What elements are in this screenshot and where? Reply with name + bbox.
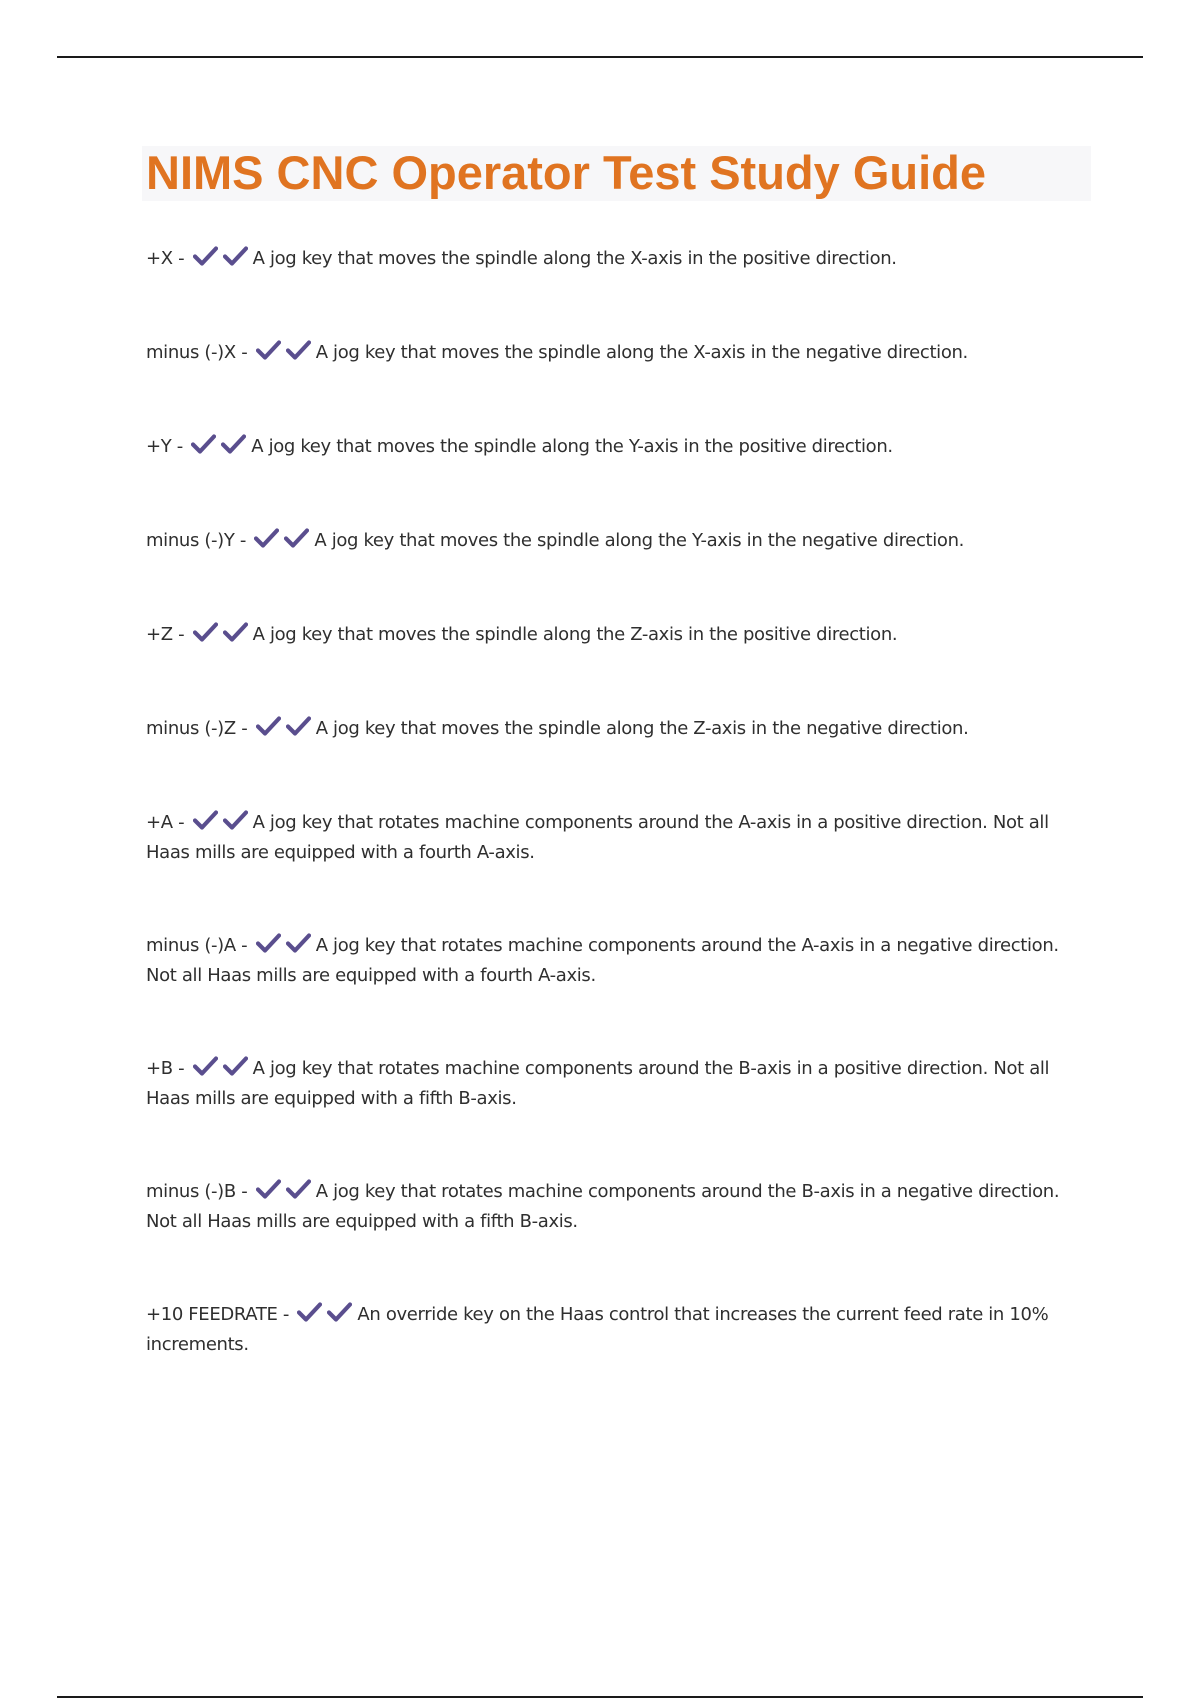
check-icon — [223, 246, 248, 266]
list-item — [146, 1177, 1086, 1237]
entry-term: minus (-)Z — [146, 718, 236, 739]
check-icon — [223, 622, 248, 642]
entry-separator: - — [171, 436, 189, 457]
check-icon — [191, 434, 216, 454]
entry-definition: A jog key that moves the spindle along the Z-axis in the negative direction. — [315, 718, 969, 739]
check-icon — [286, 1179, 311, 1199]
check-icon — [286, 716, 311, 736]
check-icon — [327, 1302, 352, 1322]
entry-separator: - — [277, 1304, 295, 1325]
check-icon — [256, 1179, 281, 1199]
bottom-rule — [57, 1696, 1143, 1698]
check-icon — [221, 434, 246, 454]
entry-term: minus (-)A — [146, 935, 236, 956]
entry-definition: A jog key that moves the spindle along the Y-axis in the positive direction. — [251, 436, 893, 457]
entry-term: +Y — [146, 436, 172, 457]
entry-term: +X — [146, 248, 173, 269]
check-icon — [193, 622, 218, 642]
entry-definition: A jog key that moves the spindle along the Z-axis in the positive direction. — [252, 624, 898, 645]
entry-separator: - — [235, 718, 253, 739]
entry-separator: - — [235, 1181, 253, 1202]
list-item — [146, 620, 1086, 650]
entry-term: minus (-)Y — [146, 530, 235, 551]
entry-separator: - — [172, 248, 190, 269]
entry-list — [146, 244, 1086, 1423]
list-item — [146, 714, 1086, 744]
list-item — [146, 244, 1086, 274]
check-icon — [193, 1056, 218, 1076]
check-icon — [297, 1302, 322, 1322]
entry-definition: A jog key that moves the spindle along the Y-axis in the negative direction. — [314, 530, 965, 551]
check-icon — [284, 528, 309, 548]
entry-separator: - — [172, 624, 190, 645]
list-item — [146, 338, 1086, 368]
check-icon — [286, 933, 311, 953]
list-item — [146, 808, 1086, 868]
entry-definition: An override key on the Haas control that increases the current feed rate in 10% increments. — [146, 1304, 1049, 1355]
entry-term: +B — [146, 1058, 173, 1079]
entry-separator: - — [172, 812, 190, 833]
list-item — [146, 432, 1086, 462]
list-item — [146, 931, 1086, 991]
check-icon — [256, 716, 281, 736]
check-icon — [223, 810, 248, 830]
entry-definition: A jog key that rotates machine components around the A-axis in a negative direction. Not all Haas mills are equipped with a fourth A-axis. — [146, 935, 1059, 986]
entry-term: +A — [146, 812, 173, 833]
entry-separator: - — [234, 530, 252, 551]
check-icon — [256, 340, 281, 360]
check-icon — [223, 1056, 248, 1076]
check-icon — [193, 246, 218, 266]
entry-separator: - — [235, 935, 253, 956]
entry-separator: - — [235, 342, 253, 363]
entry-definition: A jog key that rotates machine components around the B-axis in a positive direction. Not all Haas mills are equipped with a fifth B-axis. — [146, 1058, 1050, 1109]
page-title: NIMS CNC Operator Test Study Guide — [146, 146, 986, 199]
check-icon — [256, 933, 281, 953]
entry-definition: A jog key that rotates machine components around the A-axis in a positive direction. Not all Haas mills are equipped with a fourth A-axis. — [146, 812, 1049, 863]
check-icon — [254, 528, 279, 548]
entry-definition: A jog key that moves the spindle along the X-axis in the negative direction. — [315, 342, 968, 363]
list-item — [146, 526, 1086, 556]
entry-separator: - — [172, 1058, 190, 1079]
check-icon — [193, 810, 218, 830]
list-item — [146, 1300, 1086, 1360]
check-icon — [286, 340, 311, 360]
entry-term: +Z — [146, 624, 173, 645]
top-rule — [57, 56, 1143, 58]
entry-term: minus (-)B — [146, 1181, 236, 1202]
entry-term: minus (-)X — [146, 342, 236, 363]
list-item — [146, 1054, 1086, 1114]
entry-term: +10 FEEDRATE — [146, 1304, 278, 1325]
entry-definition: A jog key that moves the spindle along the X-axis in the positive direction. — [252, 248, 897, 269]
entry-definition: A jog key that rotates machine components around the B-axis in a negative direction. Not all Haas mills are equipped with a fifth B-axis. — [146, 1181, 1060, 1232]
